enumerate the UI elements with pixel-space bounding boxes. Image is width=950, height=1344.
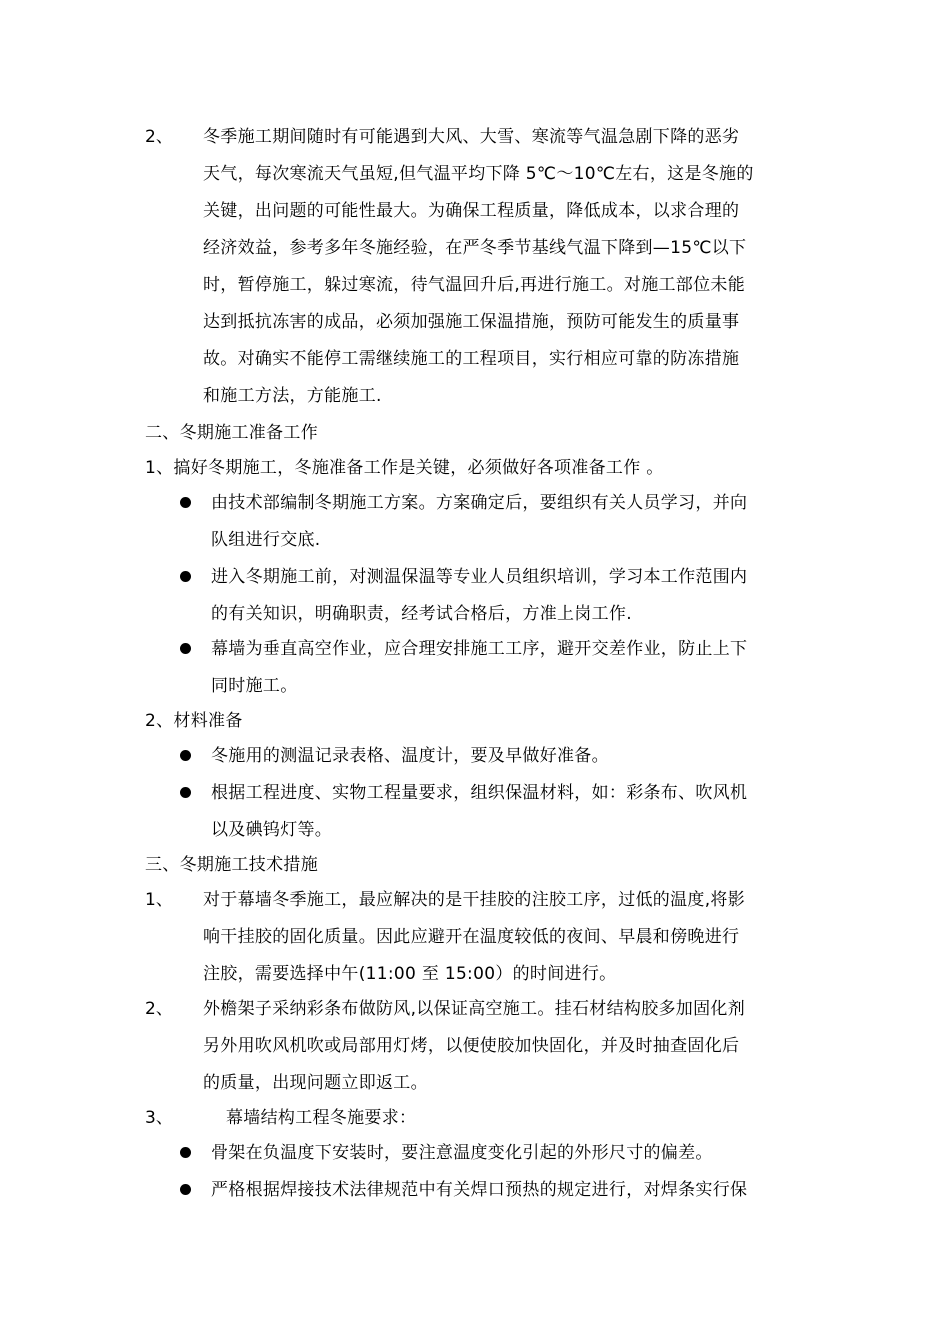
bullet-line: 根据工程进度、实物工程量要求，组织保温材料，如：彩条布、吹风机 [211, 783, 748, 803]
bullet-line: 严格根据焊接技术法律规范中有关焊口预热的规定进行，对焊条实行保 [211, 1180, 748, 1200]
bullet-icon [180, 1184, 191, 1195]
paragraph-line: 幕墙结构工程冬施要求： [226, 1108, 417, 1128]
bullet-icon [180, 750, 191, 761]
paragraph-line: 和施工方法，方能施工. [203, 386, 382, 406]
bullet-line: 冬施用的测温记录表格、温度计，要及早做好准备。 [211, 746, 609, 766]
paragraph-line: 冬季施工期间随时有可能遇到大风、大雪、寒流等气温急剧下降的恶劣 [203, 127, 740, 147]
paragraph-line: 响干挂胶的固化质量。因此应避开在温度较低的夜间、早晨和傍晚进行 [203, 927, 740, 947]
paragraph-line: 天气，每次寒流天气虽短,但气温平均下降 5℃～10℃左右，这是冬施的 [203, 164, 754, 184]
item-number: 1、 [145, 890, 173, 910]
paragraph-line: 经济效益，参考多年冬施经验，在严冬季节基线气温下降到—15℃以下 [203, 238, 747, 258]
bullet-line: 幕墙为垂直高空作业，应合理安排施工工序，避开交差作业，防止上下 [211, 639, 748, 659]
bullet-icon [180, 787, 191, 798]
bullet-line: 同时施工。 [211, 676, 298, 696]
paragraph-line: 注胶，需要选择中午(11:00 至 15:00）的时间进行。 [203, 964, 617, 984]
list-item-text: 2、材料准备 [145, 711, 243, 731]
paragraph-line: 的质量，出现问题立即返工。 [203, 1073, 428, 1093]
bullet-line: 由技术部编制冬期施工方案。方案确定后，要组织有关人员学习，并向 [211, 493, 748, 513]
paragraph-line: 外檐架子采纳彩条布做防风,以保证高空施工。挂石材结构胶多加固化剂 [203, 999, 746, 1019]
section-heading: 三、冬期施工技术措施 [145, 855, 318, 875]
paragraph-line: 时，暂停施工，躲过寒流，待气温回升后,再进行施工。对施工部位未能 [203, 275, 746, 295]
bullet-icon [180, 571, 191, 582]
section-heading: 二、冬期施工准备工作 [145, 423, 318, 443]
bullet-icon [180, 1147, 191, 1158]
bullet-icon [180, 497, 191, 508]
bullet-line: 的有关知识，明确职责，经考试合格后，方准上岗工作. [211, 604, 632, 624]
bullet-line: 骨架在负温度下安装时，要注意温度变化引起的外形尺寸的偏差。 [211, 1143, 713, 1163]
bullet-line: 以及碘钨灯等。 [211, 820, 333, 840]
item-number: 2、 [145, 127, 173, 147]
bullet-icon [180, 643, 191, 654]
item-number: 3、 [145, 1108, 173, 1128]
paragraph-line: 故。对确实不能停工需继续施工的工程项目，实行相应可靠的防冻措施 [203, 349, 740, 369]
item-number: 2、 [145, 999, 173, 1019]
paragraph-line: 关键，出问题的可能性最大。为确保工程质量，降低成本，以求合理的 [203, 201, 740, 221]
list-item-text: 1、搞好冬期施工，冬施准备工作是关键，必须做好各项准备工作 。 [145, 458, 664, 478]
paragraph-line: 对于幕墙冬季施工，最应解决的是干挂胶的注胶工序，过低的温度,将影 [203, 890, 746, 910]
paragraph-line: 另外用吹风机吹或局部用灯烤，以便使胶加快固化，并及时抽查固化后 [203, 1036, 740, 1056]
paragraph-line: 达到抵抗冻害的成品，必须加强施工保温措施，预防可能发生的质量事 [203, 312, 740, 332]
bullet-line: 进入冬期施工前，对测温保温等专业人员组织培训，学习本工作范围内 [211, 567, 748, 587]
bullet-line: 队组进行交底. [211, 530, 321, 550]
